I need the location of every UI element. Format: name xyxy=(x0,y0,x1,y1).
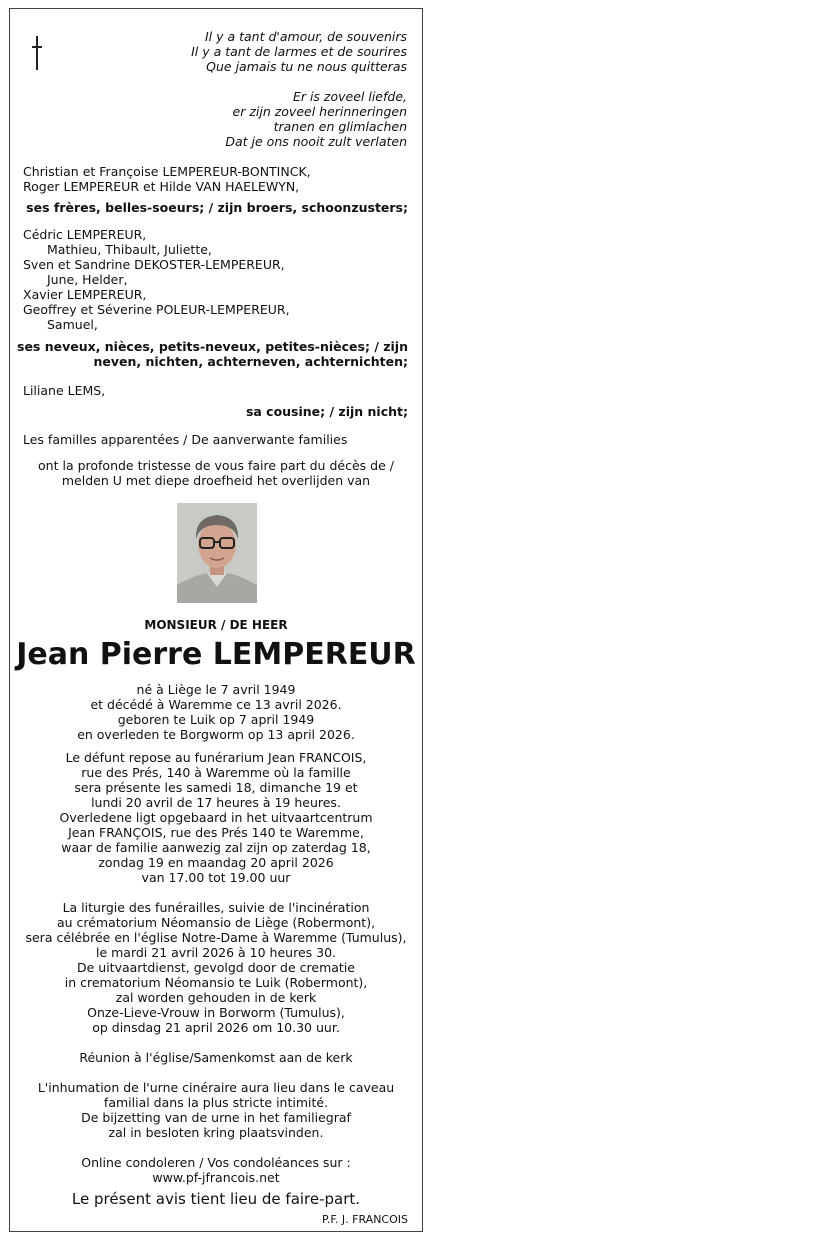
info-line: au crématorium Néomansio de Liège (Robermont), xyxy=(56,915,376,930)
info-line: rue des Prés, 140 à Waremme où la famille xyxy=(81,765,351,780)
info-line: Overledene ligt opgebaard in het uitvaartcentrum xyxy=(59,810,373,825)
poem-french xyxy=(191,29,407,74)
obituary-card xyxy=(9,8,423,1232)
info-line: Onze-Lieve-Vrouw in Borworm (Tumulus), xyxy=(87,1005,345,1020)
info-line: Online condoleren / Vos condoléances sur : xyxy=(81,1155,351,1170)
info-line: Le défunt repose au funérarium Jean FRANCOIS, xyxy=(65,750,367,765)
info-line: L'inhumation de l'urne cinéraire aura lieu dans le caveau xyxy=(37,1080,395,1095)
siblings-relation: ses frères, belles-soeurs; / zijn broers, schoonzusters; xyxy=(26,200,408,215)
info-line: zal in besloten kring plaatsvinden. xyxy=(108,1125,324,1140)
announcement xyxy=(10,458,422,488)
family-line: Roger LEMPEREUR et Hilde VAN HAELEWYN, xyxy=(23,179,300,194)
info-line: zondag 19 en maandag 20 april 2026 xyxy=(98,855,334,870)
cross-icon xyxy=(32,36,42,70)
info-line: op dinsdag 21 april 2026 om 10.30 uur. xyxy=(92,1020,340,1035)
families-line: Les familles apparentées / De aanverwante families xyxy=(23,432,348,447)
family-line: Mathieu, Thibault, Juliette, xyxy=(47,242,212,257)
poem-line: tranen en glimlachen xyxy=(273,119,407,134)
reunion-info: Réunion à l'église/Samenkomst aan de kerk xyxy=(79,1050,353,1065)
family-line: Xavier LEMPEREUR, xyxy=(23,287,147,302)
info-line: La liturgie des funérailles, suivie de l'incinération xyxy=(62,900,370,915)
info-line: Jean FRANÇOIS, rue des Prés 140 te Waremme, xyxy=(68,825,364,840)
announcement-line: ont la profonde tristesse de vous faire part du décès de / xyxy=(38,458,394,473)
date-line: geboren te Luik op 7 april 1949 xyxy=(117,712,315,727)
info-line: De uitvaartdienst, gevolgd door de crematie xyxy=(77,960,355,975)
relation-line: ses neveux, nièces, petits-neveux, petites-nièces; / zijn xyxy=(17,339,408,354)
poem-line: Er is zoveel liefde, xyxy=(292,89,407,104)
poem-line: Il y a tant d'amour, de souvenirs xyxy=(204,29,407,44)
family-line: Sven et Sandrine DEKOSTER-LEMPEREUR, xyxy=(23,257,285,272)
honorific-title: MONSIEUR / DE HEER xyxy=(144,618,288,632)
family-line: June, Helder, xyxy=(47,272,128,287)
inhumation-info xyxy=(10,1080,422,1140)
info-line: familial dans la plus stricte intimité. xyxy=(103,1095,329,1110)
poem-dutch xyxy=(225,89,407,149)
condolences-link[interactable]: www.pf-jfrancois.net xyxy=(152,1170,280,1185)
faire-part-notice: Le présent avis tient lieu de faire-part. xyxy=(71,1190,361,1208)
family-line: Christian et Françoise LEMPEREUR-BONTINCK, xyxy=(23,164,311,179)
announcement-line: melden U met diepe droefheid het overlijden van xyxy=(61,473,371,488)
poem-line: Il y a tant de larmes et de sourires xyxy=(191,44,407,59)
cousin-relation: sa cousine; / zijn nicht; xyxy=(245,404,408,419)
info-line: sera présente les samedi 18, dimanche 19 et xyxy=(74,780,358,795)
info-line: lundi 20 avril de 17 heures à 19 heures. xyxy=(91,795,341,810)
info-line: De bijzetting van de urne in het familiegraf xyxy=(81,1110,351,1125)
deceased-name: Jean Pierre LEMPEREUR xyxy=(16,637,416,672)
family-line: Geoffrey et Séverine POLEUR-LEMPEREUR, xyxy=(23,302,290,317)
date-line: né à Liège le 7 avril 1949 xyxy=(136,682,296,697)
info-line: le mardi 21 avril 2026 à 10 heures 30. xyxy=(95,945,337,960)
condolences-info xyxy=(10,1155,422,1185)
family-line: Cédric LEMPEREUR, xyxy=(23,227,147,242)
repose-info xyxy=(10,750,422,885)
family-line: Samuel, xyxy=(47,317,98,332)
date-line: et décédé à Waremme ce 13 avril 2026. xyxy=(90,697,342,712)
deceased-portrait xyxy=(177,503,257,603)
nephews-list xyxy=(23,227,290,332)
birth-death-dates xyxy=(10,682,422,742)
siblings-list xyxy=(23,164,311,194)
info-line: waar de familie aanwezig zal zijn op zaterdag 18, xyxy=(61,840,371,855)
info-line: zal worden gehouden in de kerk xyxy=(115,990,317,1005)
poem-line: Dat je ons nooit zult verlaten xyxy=(225,134,407,149)
info-line: in crematorium Néomansio te Luik (Robermont), xyxy=(64,975,368,990)
nephews-relation xyxy=(17,339,408,369)
poem-line: Que jamais tu ne nous quitteras xyxy=(206,59,407,74)
liturgy-info xyxy=(10,900,422,1035)
info-line: van 17.00 tot 19.00 uur xyxy=(141,870,291,885)
cousin-name: Liliane LEMS, xyxy=(23,383,106,398)
relation-line: neven, nichten, achterneven, achternichten; xyxy=(93,354,408,369)
info-line: sera célébrée en l'église Notre-Dame à Waremme (Tumulus), xyxy=(25,930,407,945)
poem-line: er zijn zoveel herinneringen xyxy=(232,104,407,119)
funeral-home-name: P.F. J. FRANCOIS xyxy=(321,1213,408,1226)
date-line: en overleden te Borgworm op 13 april 2026. xyxy=(77,727,355,742)
